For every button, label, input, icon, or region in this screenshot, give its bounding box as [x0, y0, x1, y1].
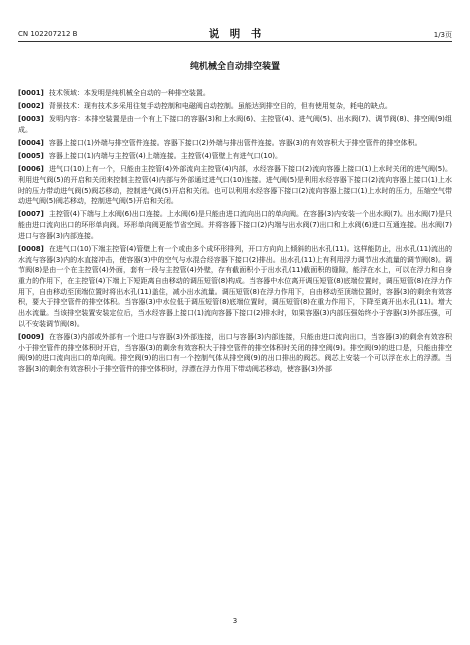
paragraph-0008: [18, 244, 452, 330]
paragraph-tag: [0002]: [18, 102, 44, 111]
paragraph-tag: [0006]: [18, 165, 44, 174]
paragraph-tag: [0005]: [18, 152, 44, 161]
patent-number: CN 102207212 B: [18, 30, 78, 38]
paragraph-text: 在容器(3)内部或外部有一个进口与容器(3)外部连接，出口与容器(3)内部连接，只能由进口流向出口，当容器(3)的剩余有效容积小于排空管件的排空体积时开启，当容器(3)的剩余有效容积大于排空管件的排空体积时关闭的排空阀(9)。排空阀(9)的进口是，只能由排空阀(9)的进口流向出口的单向阀。排空阀(9)的出口有一个控制气体从排空阀(9)的出口排出的阀芯。阀芯上安装一个可以浮在水上的浮漂。当容器(3)的剩余有效容积小于排空管件的排空体积时，浮漂在浮力作用下带动阀芯移动，使容器(3)外部: [18, 332, 452, 373]
paragraph-0001: [18, 88, 452, 99]
paragraph-0002: [18, 101, 452, 112]
section-title: 说 明 书: [208, 28, 262, 40]
paragraph-text: 进气口(10)上有一个，只能由主控管(4)外部流向主控管(4)内部，水经容器下接口(2)流向容器上接口(1)上水时关闭的进气阀(5)。利用进气阀(5)的开启和关闭来控制主控管(4)内部与外部通过进气口(10)连接。进气阀(5)是利用水经容器下接口(2)流向容器上接口(1)上水时的压力带动进气阀(5)阀芯移动，控制进气阀(5)开启和关闭。也可以利用水经容器下接口(2)流向容器上接口(1)上水时的压力，压缩空气带动进气阀(5)阀芯移动，控制进气阀(5)开启和关闭。: [18, 165, 452, 206]
paragraph-tag: [0003]: [18, 115, 44, 124]
paragraph-text: 容器上接口(1)外端与排空管件连接。容器下接口(2)外端与排出管件连接。容器(3)的有效容积大于排空管件的排空体积。: [48, 138, 422, 147]
paragraph-0003: [18, 114, 452, 135]
paragraph-text: 技术领域：本发明是纯机械全自动的一种排空装置。: [48, 89, 210, 97]
paragraph-text: 背景技术：现有技术多采用往复手动控制和电磁阀自动控制。虽能达到排空目的，但有使用复杂，耗电的缺点。: [48, 102, 392, 111]
paragraph-0005: [18, 151, 452, 162]
paragraph-text: 容器上接口(1)内端与主控管(4)上端连接。主控管(4)管壁上有进气口(10)。: [48, 152, 283, 161]
paragraph-text: 在进气口(10)下端主控管(4)管壁上有一个或由多个成环形排列，开口方向向上倾斜的出水孔(11)。这样能防止，出水孔(11)流出的水流与容器(3)内的水直接冲击，使容器(3)中的空气与水混合经容器下接口(2)排出。出水孔(11)上有利用浮力调节出水流量的调节阀(8)。调节阀(8)是由一个在主控管(4)外面，套有一段与主控管(4)外壁，存有截面积小于出水孔(11)截面积的缝隙，能浮在水上，可以在浮力和自身重力的作用下，在主控管(4)下端上下短距离自由移动的调压短管(8)构成。当容器中水位离开调压短管(8)底端位置时，调压短管(8)在浮力作用下，自由移动至顶端位置时将出水孔(11)盖住，减小出水流量。调压短管(8)在浮力作用下，自由移动至顶端位置时，容器(3)的剩余有效容积，要大于排空管件的排空体积。当容器(3)中水位低于调压短管(8)底端位置时，调压短管(8)在重力作用下，下降至离开出水孔(11)。增大出水流量。当该排空装置安装定位后，当水经容器上接口(1)流向容器下接口(2)排水时，如果容器(3)内部压强始终小于容器(3)外部压强，可以不安装调节阀(8)。: [18, 244, 452, 328]
header-rule: [18, 41, 452, 42]
paragraph-0006: [18, 164, 452, 207]
paragraph-0009: [18, 332, 452, 375]
paragraph-tag: [0007]: [18, 210, 44, 219]
document-title: 纯机械全自动排空装置: [189, 62, 280, 72]
paragraph-text: 主控管(4)下端与上水阀(6)出口连接。上水阀(6)是只能由进口流向出口的单向阀。在容器(3)内安装一个出水阀(7)。出水阀(7)是只能由进口流向出口的环形单向阀。环形单向阀更能节省空间。并将容器下接口(2)内端与出水阀(7)出口和上水阀(6)进口互通连接。出水阀(7)进口与容器(3)内部连接。: [18, 210, 452, 240]
document-body: [18, 88, 452, 377]
paragraph-tag: [0004]: [18, 138, 44, 147]
paragraph-text: 发明内容：本排空装置是由一个有上下接口的容器(3)和上水阀(6)、主控管(4)、进气阀(5)、出水阀(7)、调节阀(8)、排空阀(9)组成。: [18, 115, 452, 134]
paragraph-tag: [0008]: [18, 244, 44, 253]
paragraph-tag: [0001]: [18, 89, 44, 97]
page-indicator: 1/3页: [433, 31, 452, 39]
paragraph-0007: [18, 209, 452, 241]
paragraph-0004: [18, 138, 452, 149]
paragraph-tag: [0009]: [18, 332, 44, 341]
page-number: 3: [232, 617, 238, 625]
